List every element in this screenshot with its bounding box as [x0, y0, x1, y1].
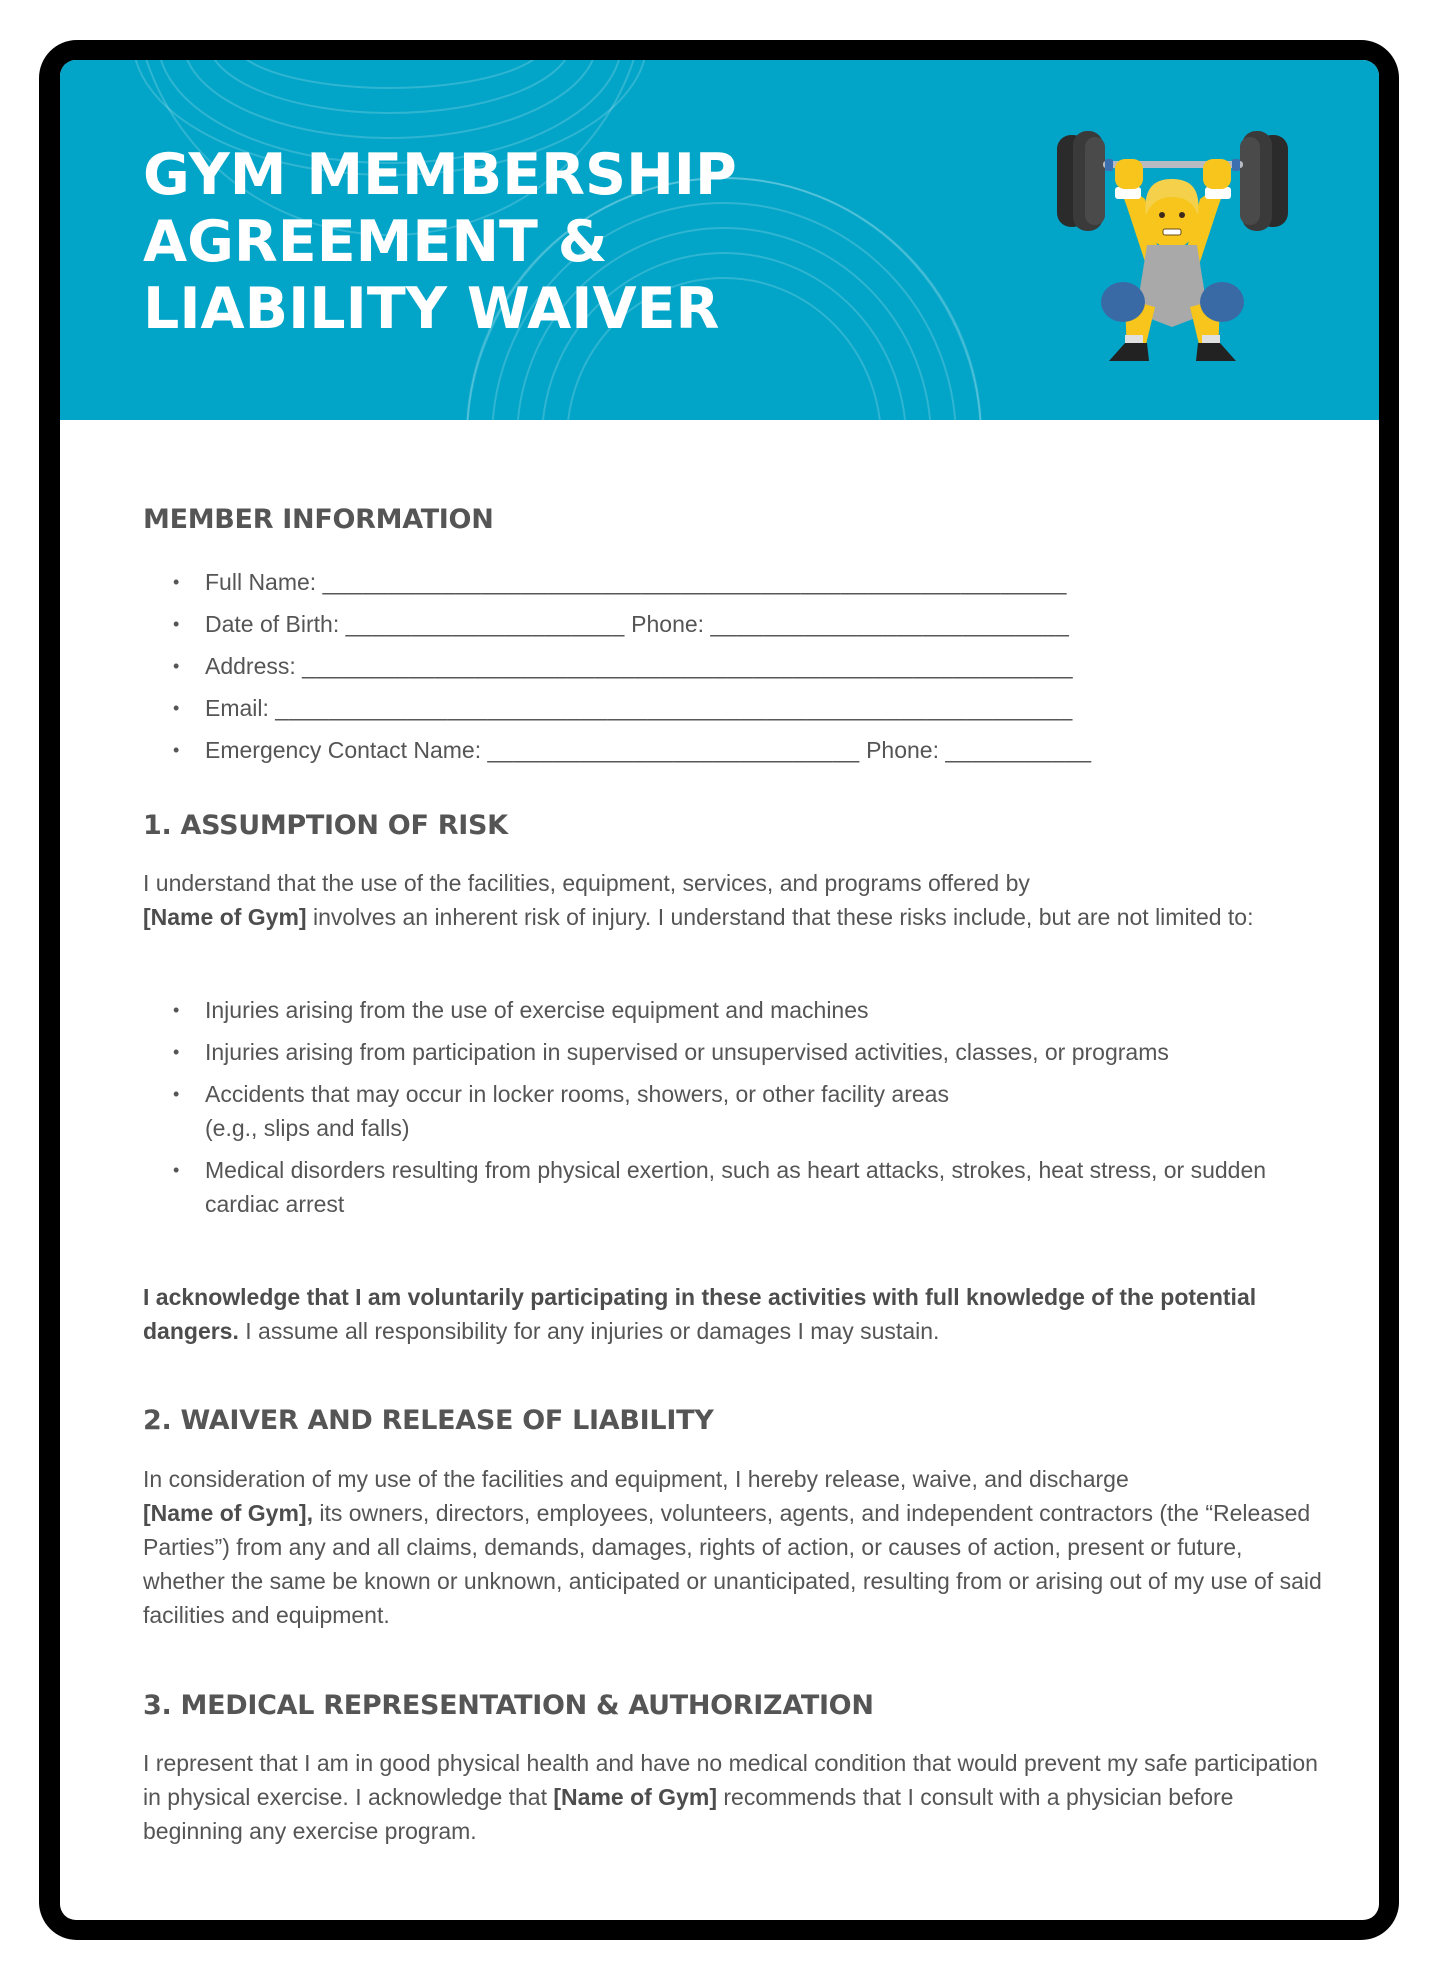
section-3-text: I represent that I am in good physical health and have no medical condition that would prevent my safe participation in physical exercise. I acknowledge that [Name of Gym] recommends that I consult with a physician before beginning any exercise program. — [143, 1750, 1318, 1844]
gym-name-placeholder: [Name of Gym] — [143, 904, 307, 930]
title-line-2: AGREEMENT & — [143, 209, 608, 275]
member-info-heading: MEMBER INFORMATION — [143, 504, 494, 535]
risk-item: • Injuries arising from the use of exercise equipment and machines — [143, 993, 1323, 1027]
emergency-name-blank[interactable]: ____________________________ — [487, 737, 860, 763]
emergency-phone-blank[interactable]: ___________ — [945, 737, 1092, 763]
member-info-list — [143, 565, 1323, 775]
address-blank[interactable]: __________________________________________________________ — [302, 653, 1074, 679]
field-emergency-contact[interactable]: • Emergency Contact Name: ____________________________ Phone: ___________ — [143, 733, 1323, 767]
section-1-acknowledgement: I acknowledge that I am voluntarily participating in these activities with full knowledge of the potential dangers. I assume all responsibility for any injuries or damages I may sustain. — [143, 1284, 1257, 1344]
section-1-heading: 1. ASSUMPTION OF RISK — [143, 810, 508, 841]
dob-blank[interactable]: _____________________ — [345, 611, 625, 637]
field-email[interactable]: • Email: ____________________________________________________________ — [143, 691, 1323, 725]
section-2-heading: 2. WAIVER AND RELEASE OF LIABILITY — [143, 1405, 714, 1436]
phone-blank[interactable]: ___________________________ — [710, 611, 1070, 637]
section-2-text: In consideration of my use of the facilities and equipment, I hereby release, waive, and discharge [Name of Gym], its owners, directors, employees, volunteers, agents, and independent contractors (the “Released Parties”) from any and all claims, demands, damages, rights of action, or causes of action, present or future, whether the same be known or unknown, anticipated or unanticipated, resulting from or arising out of my use of said facilities and equipment. — [143, 1466, 1322, 1628]
risk-item: • Accidents that may occur in locker rooms, showers, or other facility areas (e.g., slips and falls) — [143, 1077, 1323, 1145]
field-full-name[interactable]: • Full Name: ________________________________________________________ — [143, 565, 1323, 599]
document-title — [143, 142, 737, 343]
field-date-of-birth[interactable]: • Date of Birth: _____________________ Phone: ___________________________ — [143, 607, 1323, 641]
full-name-blank[interactable]: ________________________________________________________ — [322, 569, 1067, 595]
person-lifting-weights-icon — [1055, 117, 1290, 362]
email-blank[interactable]: ____________________________________________________________ — [275, 695, 1073, 721]
risk-item: • Injuries arising from participation in supervised or unsupervised activities, classes, or programs — [143, 1035, 1323, 1069]
section-3-heading: 3. MEDICAL REPRESENTATION & AUTHORIZATION — [143, 1690, 874, 1721]
gym-name-placeholder: [Name of Gym] — [553, 1784, 717, 1810]
field-address[interactable]: • Address: __________________________________________________________ — [143, 649, 1323, 683]
section-1-intro: I understand that the use of the facilities, equipment, services, and programs offered by [Name of Gym] involves an inherent risk of injury. I understand that these risks include, but are not limited to: — [143, 870, 1254, 930]
risk-list — [143, 993, 1323, 1229]
title-line-3: LIABILITY WAIVER — [143, 276, 720, 342]
title-line-1: GYM MEMBERSHIP — [143, 142, 737, 208]
gym-name-placeholder: [Name of Gym], — [143, 1500, 313, 1526]
header-banner — [60, 60, 1379, 420]
document-page — [60, 60, 1379, 1920]
risk-item: • Medical disorders resulting from physical exertion, such as heart attacks, strokes, heat stress, or sudden cardiac arrest — [143, 1153, 1323, 1221]
